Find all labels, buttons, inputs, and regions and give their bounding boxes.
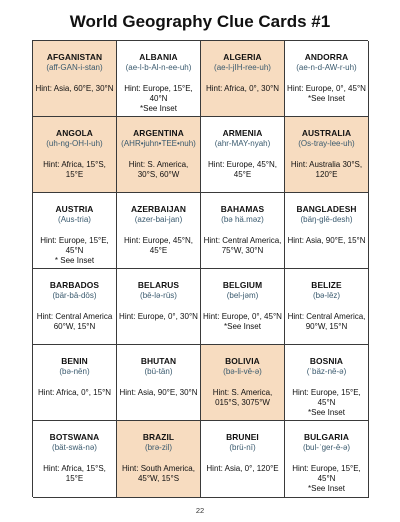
pronunciation: (bäŋ-glē-desh) [300,215,353,225]
country-name: ANGOLA [56,128,93,139]
country-name: ARMENIA [222,128,263,139]
pronunciation: (Aus-tria) [58,215,91,225]
clue-card [201,193,285,269]
country-name: BRUNEI [226,432,259,443]
clue-card [285,117,369,193]
clue-card [117,345,201,421]
location-hint: Hint: Australia 30°S, 120°E [290,160,363,180]
location-hint: Hint: Asia, 90°E, 15°N [287,236,366,246]
pronunciation: (bär-bā-dōs) [52,291,97,301]
page-title: World Geography Clue Cards #1 [69,12,331,31]
clue-card [33,269,117,345]
pronunciation: (ˈbäz-nē-ə) [306,367,347,377]
country-name: BULGARIA [304,432,349,443]
location-hint: Hint: Europe, 15°E, 45°N * See Inset [40,236,109,266]
location-hint: Hint: Africa, 0°, 30°N [205,84,280,93]
pronunciation: (Os-tray-lee-uh) [298,139,355,149]
country-name: ANDORRA [304,52,349,62]
pronunciation: (ae-l-b-Al-n-ee-uh) [125,63,192,72]
country-name: BHUTAN [140,356,177,367]
clue-card [201,269,285,345]
country-name: AUSTRALIA [301,128,352,139]
clue-card [201,41,285,117]
country-name: AUSTRIA [55,204,94,215]
country-name: BOTSWANA [49,432,100,443]
clue-card [33,41,117,117]
location-hint: Hint: Europe, 0°, 45°N *See Inset [287,84,366,103]
pronunciation: (ae-n-d-AW-r-uh) [296,63,357,72]
pronunciation: (bə hä.məz) [221,215,264,225]
country-name: ALGERIA [223,52,262,62]
clue-card [201,345,285,421]
location-hint: Hint: South America, 45°W, 15°S [122,464,195,484]
location-hint: Hint: Europe, 0°, 30°N [119,312,198,322]
country-name: BOLIVIA [225,356,260,367]
pronunciation: (bul-ˈger-ē-ə) [302,443,351,453]
pronunciation: (aff-GAN-i-stan) [46,63,103,72]
country-name: BELARUS [137,280,180,291]
pronunciation: (bə-nēn) [59,367,90,377]
pronunciation: (ae-l-jIH-ree-uh) [214,63,271,72]
location-hint: Hint: Asia, 0°, 120°E [206,464,279,474]
pronunciation: (bät-swä-nə) [52,443,97,453]
clue-card [201,421,285,497]
pronunciation: (bel-jəm) [226,291,259,301]
pronunciation: (AHR•juhn•TEE•nuh) [121,139,196,149]
pronunciation: (ahr-MAY-nyah) [214,139,271,149]
pronunciation: (bə-li-vē-ə) [223,367,262,377]
clue-card [285,345,369,421]
location-hint: Hint: Europe, 0°, 45°N *See Inset [203,312,282,332]
location-hint: Hint: Europe, 45°N, 45°E [123,236,193,256]
clue-card [117,41,201,117]
pronunciation: (bē-lə-rüs) [140,291,177,301]
clue-card [285,421,369,497]
clue-card [201,117,285,193]
location-hint: Hint: Europe, 15°E, 45°N *See Inset [292,464,361,494]
country-name: BANGLADESH [296,204,357,215]
country-name: BOSNIA [309,356,344,367]
country-name: BAHAMAS [220,204,265,215]
country-name: BARBADOS [49,280,100,291]
location-hint: Hint: Europe, 15°E, 40°N *See Inset [124,84,193,113]
location-hint: Hint: Asia, 60°E, 30°N [35,84,114,93]
location-hint: Hint: Africa, 15°S, 15°E [43,160,106,180]
country-name: AFGANISTAN [46,52,103,62]
pronunciation: (azer-bai-jan) [134,215,183,225]
clue-card-grid [32,40,368,497]
pronunciation: (brü-nī) [229,443,256,453]
location-hint: Hint: S. America, 30°S, 60°W [128,160,189,180]
country-name: BENIN [61,356,88,367]
clue-card [285,193,369,269]
country-name: BRAZIL [142,432,175,443]
clue-card [33,345,117,421]
country-name: BELGIUM [222,280,263,291]
location-hint: Hint: S. America, 015°S, 3075°W [212,388,273,408]
clue-card [117,421,201,497]
pronunciation: (brə-zil) [144,443,173,453]
location-hint: Hint: Europe, 15°E, 45°N *See Inset [292,388,361,418]
pronunciation: (bə-lēz) [312,291,341,301]
country-name: ALBANIA [139,52,178,62]
clue-card [117,193,201,269]
pronunciation: (uh-ng-OH-l-uh) [46,139,103,149]
location-hint: Hint: Africa, 15°S, 15°E [43,464,106,484]
clue-card [33,421,117,497]
location-hint: Hint: Europe, 45°N, 45°E [207,160,277,180]
location-hint: Hint: Asia, 90°E, 30°N [119,388,198,398]
location-hint: Hint: Central America, 90°W, 15°N [287,312,366,332]
clue-card [33,193,117,269]
country-name: BELIZE [311,280,342,291]
pronunciation: (bü-tän) [144,367,173,377]
location-hint: Hint: Central America 60°W, 15°N [36,312,113,332]
country-name: AZERBAIJAN [131,204,186,215]
clue-card [117,269,201,345]
page-number: 22 [195,506,205,515]
clue-card [33,117,117,193]
clue-card [285,269,369,345]
location-hint: Hint: Central America, 75°W, 30°N [203,236,282,256]
clue-card [117,117,201,193]
location-hint: Hint: Africa, 0°, 15°N [37,388,112,398]
clue-card [285,41,369,117]
country-name: ARGENTINA [133,128,184,139]
